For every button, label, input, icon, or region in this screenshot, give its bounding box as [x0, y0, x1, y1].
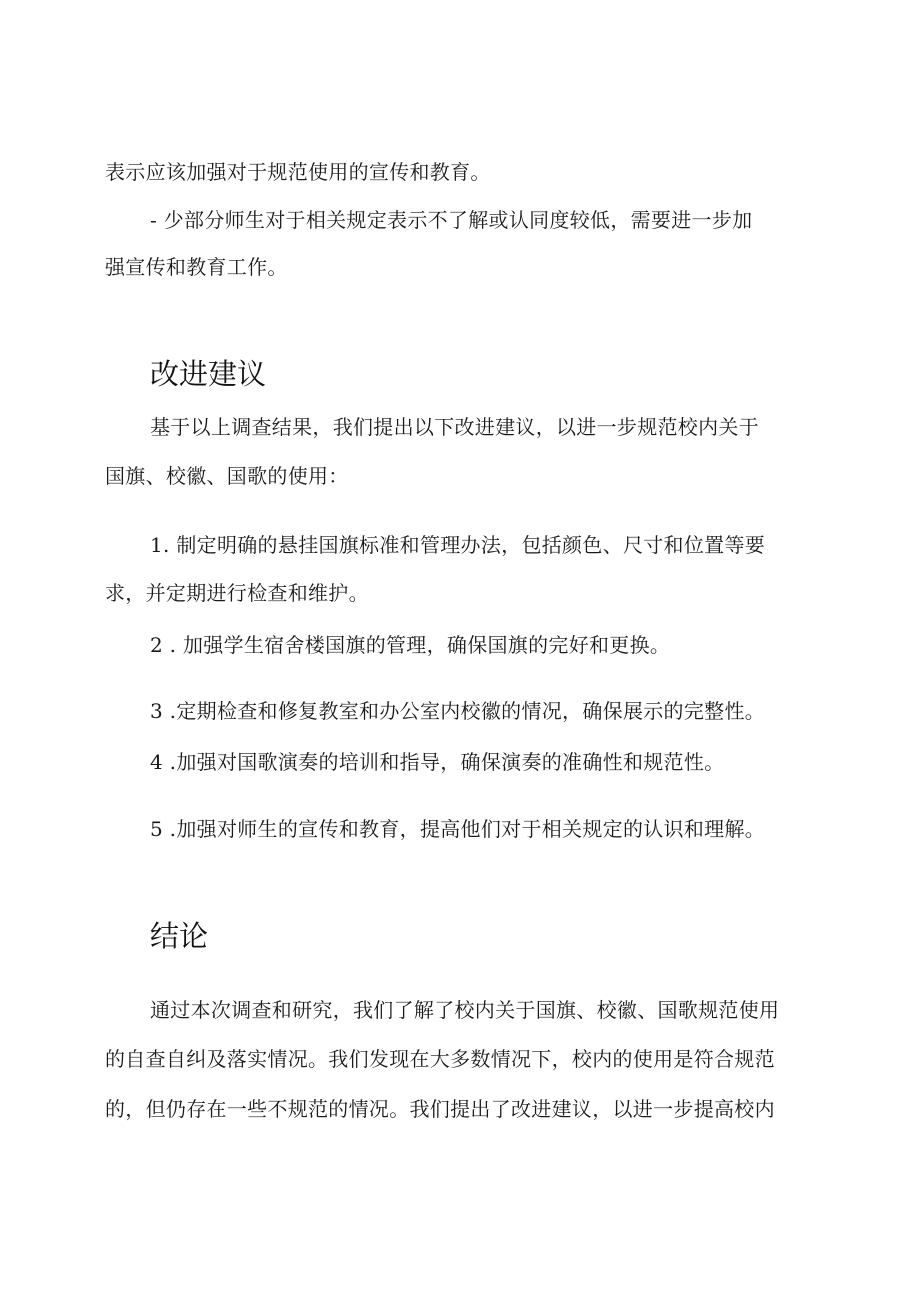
list-item-2: 2 . 加强学生宿舍楼国旗的管理，确保国旗的完好和更换。: [150, 633, 671, 657]
conclusion-line: 的，但仍存在一些不规范的情况。我们提出了改进建议，以进一步提高校内: [105, 1097, 775, 1121]
bullet-line: 强宣传和教育工作。: [105, 255, 288, 279]
intro-paragraph-line: 表示应该加强对于规范使用的宣传和教育。: [105, 160, 491, 184]
list-item-1-line: 1. 制定明确的悬挂国旗标准和管理办法，包括颜色、尺寸和位置等要: [150, 533, 766, 557]
conclusion-line: 通过本次调查和研究，我们了解了校内关于国旗、校徽、国歌规范使用: [150, 998, 780, 1022]
list-item-3: 3 .定期检查和修复教室和办公室内校徽的情况，确保展示的完整性。: [150, 699, 766, 723]
list-item-4: 4 .加强对国歌演奏的培训和指导，确保演奏的准确性和规范性。: [150, 750, 725, 774]
list-item-1-line: 求，并定期进行检查和维护。: [105, 581, 369, 605]
list-item-5: 5 .加强对师生的宣传和教育，提高他们对于相关规定的认识和理解。: [150, 817, 766, 841]
section-heading-conclusion: 结论: [150, 919, 209, 953]
bullet-line: - 少部分师生对于相关规定表示不了解或认同度较低，需要进一步加: [150, 208, 753, 232]
conclusion-line: 的自查自纠及落实情况。我们发现在大多数情况下，校内的使用是符合规范: [105, 1047, 775, 1071]
paragraph-line: 国旗、校徽、国歌的使用：: [105, 464, 349, 488]
paragraph-line: 基于以上调查结果，我们提出以下改进建议，以进一步规范校内关于: [150, 415, 759, 439]
section-heading-suggestions: 改进建议: [150, 357, 267, 391]
